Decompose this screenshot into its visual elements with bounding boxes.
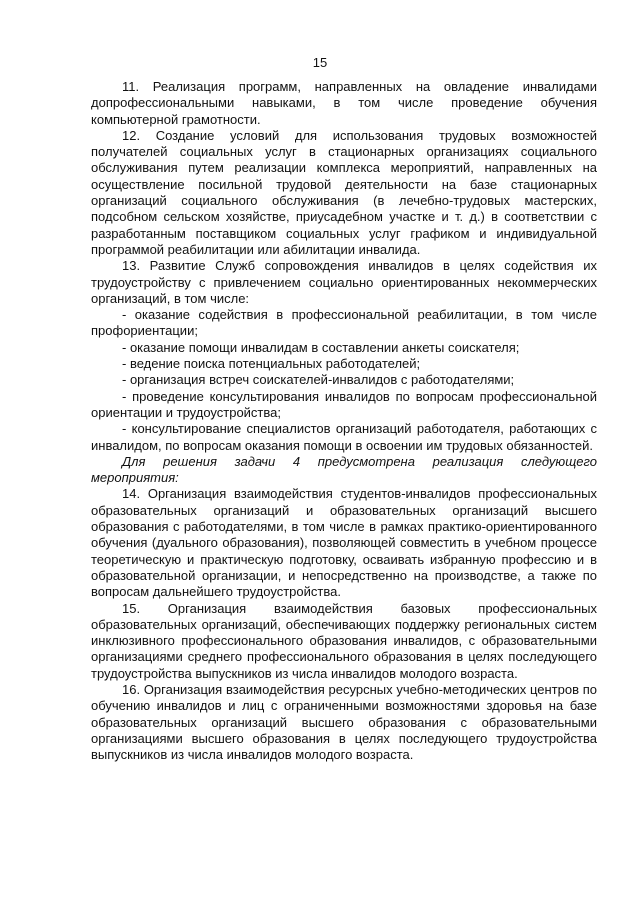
paragraph-item-13: 13. Развитие Служб сопровождения инвалидов в целях содействия их трудоустройству с привлечением социально ориентированных некоммерческих организаций, в том числе: bbox=[91, 258, 597, 306]
paragraph-item-14: 14. Организация взаимодействия студентов-инвалидов профессиональных образовательных организаций и образовательных организаций высшего образования с работодателями, в том числе в рамках практико-ориентированного обучения (дуального образования), позволяющей совместить в учебном процессе теоретическую и практическую подготовку, осваивать избранную профессию и в образовательной организации, и непосредственно на производстве, а также по вопросам дальнейшего трудоустройства. bbox=[91, 486, 597, 600]
paragraph-dash-5: - проведение консультирования инвалидов по вопросам профессиональной ориентации и трудоустройства; bbox=[91, 388, 597, 420]
page-number: 15 bbox=[312, 55, 328, 70]
document-body bbox=[91, 79, 597, 763]
paragraph-item-15: 15. Организация взаимодействия базовых профессиональных образовательных организаций, обеспечивающих поддержку региональных систем инклюзивного профессионального образования инвалидов, с образовательными организациями среднего профессионального образования в целях последующего трудоустройства выпускников из числа инвалидов молодого возраста. bbox=[91, 600, 597, 681]
paragraph-item-12: 12. Создание условий для использования трудовых возможностей получателей социальных услуг в стационарных организациях социального обслуживания путем реализации комплекса мероприятий, направленных на осуществление посильной трудовой деятельности на базе стационарных организаций социального обслуживания (в лечебно-трудовых мастерских, подсобном сельском хозяйстве, приусадебном участке и т. д.) в соответствии с разработанным поставщиком социальных услуг графиком и индивидуальной программой реабилитации или абилитации инвалида. bbox=[91, 127, 597, 257]
paragraph-dash-3: - ведение поиска потенциальных работодателей; bbox=[122, 356, 421, 372]
paragraph-dash-2: - оказание помощи инвалидам в составлении анкеты соискателя; bbox=[122, 339, 520, 355]
paragraph-item-11: 11. Реализация программ, направленных на овладение инвалидами допрофессиональными навыками, в том числе проведение обучения компьютерной грамотности. bbox=[91, 79, 597, 127]
paragraph-item-16: 16. Организация взаимодействия ресурсных учебно-методических центров по обучению инвалидов и лиц с ограниченными возможностями здоровья на базе образовательных организаций высшего образования с образовательными организациями высшего образования в целях последующего трудоустройства выпускников из числа инвалидов молодого возраста. bbox=[91, 681, 597, 763]
paragraph-dash-6: - консультирование специалистов организаций работодателя, работающих с инвалидом, по вопросам оказания помощи в освоении им трудовых обязанностей. bbox=[91, 421, 597, 453]
paragraph-dash-4: - организация встреч соискателей-инвалидов с работодателями; bbox=[122, 372, 515, 388]
paragraph-dash-1: - оказание содействия в профессиональной реабилитации, в том числе профориентации; bbox=[91, 307, 597, 339]
paragraph-task-4: Для решения задачи 4 предусмотрена реализация следующего мероприятия: bbox=[91, 453, 597, 486]
